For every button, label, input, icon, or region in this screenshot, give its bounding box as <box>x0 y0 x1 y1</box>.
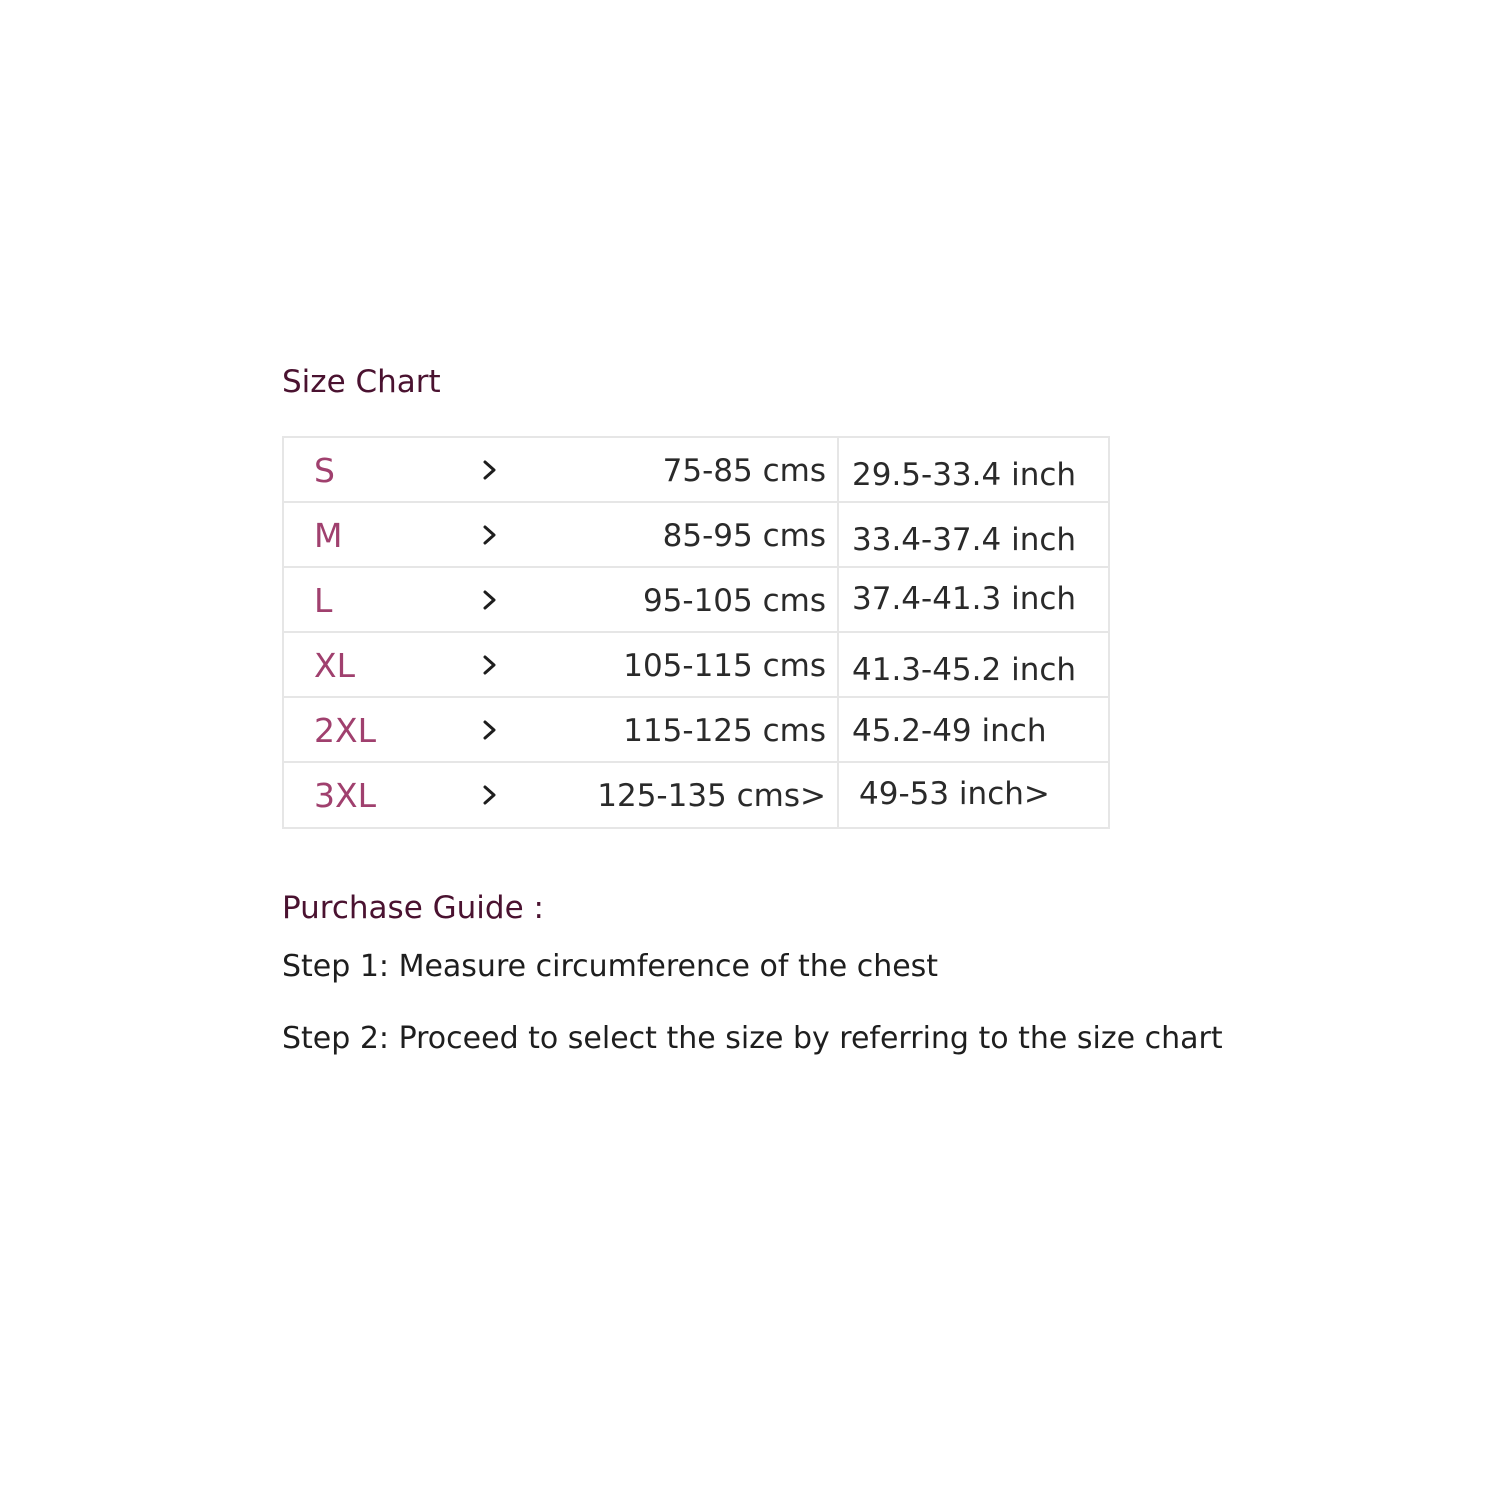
inch-range: 37.4-41.3 inch <box>852 581 1077 617</box>
size-label: 3XL <box>314 776 376 815</box>
chevron-right-icon <box>479 524 501 546</box>
inch-range: 45.2-49 inch <box>852 713 1047 749</box>
size-row-3xl <box>284 763 1108 828</box>
cms-range: 105-115 cms <box>623 648 826 684</box>
size-label: XL <box>314 646 355 685</box>
size-row-s <box>284 438 1108 503</box>
chevron-right-icon <box>479 589 501 611</box>
size-chart-table <box>282 436 1110 829</box>
chevron-right-icon <box>479 654 501 676</box>
cms-range: 75-85 cms <box>662 453 826 489</box>
size-label: L <box>314 581 333 620</box>
purchase-guide-title: Purchase Guide : <box>282 890 544 926</box>
size-label: M <box>314 516 343 555</box>
size-label: S <box>314 451 335 490</box>
cms-range: 115-125 cms <box>623 713 826 749</box>
size-row-m <box>284 503 1108 568</box>
size-label: 2XL <box>314 711 376 750</box>
size-chart-title: Size Chart <box>282 364 441 400</box>
inch-range: 49-53 inch> <box>859 776 1050 812</box>
purchase-step-1: Step 1: Measure circumference of the chest <box>282 949 939 984</box>
size-row-l <box>284 568 1108 633</box>
size-row-xl <box>284 633 1108 698</box>
inch-range: 33.4-37.4 inch <box>852 522 1077 558</box>
size-row-2xl <box>284 698 1108 763</box>
cms-range: 95-105 cms <box>642 583 826 619</box>
chevron-right-icon <box>479 784 501 806</box>
purchase-step-2: Step 2: Proceed to select the size by referring to the size chart <box>282 1021 1223 1056</box>
cms-range: 85-95 cms <box>662 518 826 554</box>
inch-range: 29.5-33.4 inch <box>852 457 1077 493</box>
chevron-right-icon <box>479 459 501 481</box>
chevron-right-icon <box>479 719 501 741</box>
inch-range: 41.3-45.2 inch <box>852 652 1077 688</box>
cms-range: 125-135 cms> <box>597 778 826 814</box>
